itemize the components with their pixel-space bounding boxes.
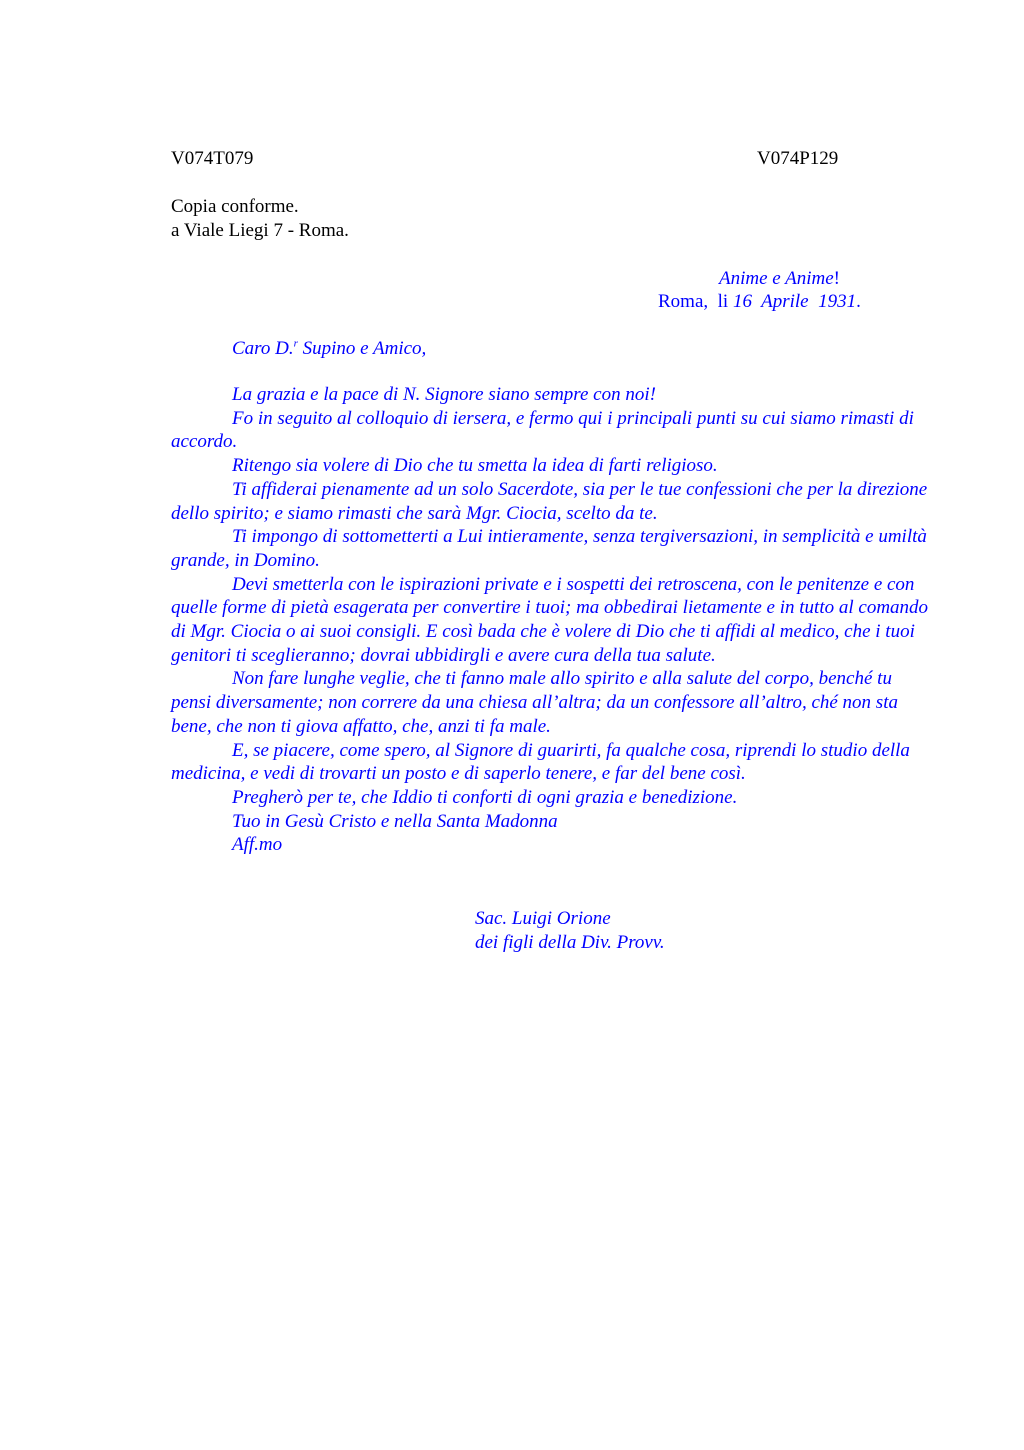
archive-code-left: V074T079 [171, 148, 254, 169]
archive-code-right: V074P129 [757, 148, 839, 169]
salutation [232, 337, 426, 361]
date-punct: . [856, 291, 861, 312]
date-line [658, 290, 861, 314]
date-value: 16 Aprile 1931 [732, 291, 857, 312]
letter-paragraph: Ti affiderai pienamente ad un solo Sacerdote, sia per le tue confessioni che per la direzione dello spirito; e siamo rimasti che sarà Mgr. Ciocia, scelto da te. [171, 478, 928, 524]
signature-title: dei figli della Div. Provv. [475, 931, 665, 953]
letter-paragraph: La grazia e la pace di N. Signore siano sempre con noi! [232, 384, 656, 405]
date-place: Roma, li [658, 291, 733, 312]
motto-line [719, 267, 840, 291]
letter-paragraph: Ritengo sia volere di Dio che tu smetta la idea di farti religioso. [232, 455, 718, 477]
letter-paragraph: Ti impongo di sottometterti a Lui intieramente, senza tergiversazioni, in semplicità e umiltà grande, in Domino. [171, 526, 927, 571]
signature-name: Sac. Luigi Orione [475, 908, 611, 929]
letter-body [171, 383, 931, 857]
letter-paragraph: Non fare lunghe veglie, che ti fanno male allo spirito e alla salute del corpo, benché tu pensi diversamente; non correre da una chiesa all’altra; da un confessore all’altro, ché non sta bene, che non ti giova affatto, che, anzi ti fa male. [171, 668, 898, 737]
letter-paragraph: E, se piacere, come spero, al Signore di guarirti, fa qualche cosa, riprendi lo studio della medicina, e vedi di trovarti un posto e di saperlo tenere, e far del bene così. [171, 739, 910, 785]
salutation-superscript: r [293, 337, 298, 350]
address-line: a Viale Liegi 7 - Roma. [171, 219, 349, 241]
copy-note-line: Copia conforme. [171, 196, 299, 217]
letter-closing: Tuo in Gesù Cristo e nella Santa Madonna [232, 810, 558, 832]
letter-paragraph: Devi smetterla con le ispirazioni private e i sospetti dei retroscena, con le penitenze e con quelle forme di pietà esagerata per convertire i tuoi; ma obbedirai lietamente e in tutto al comando di Mgr. Ciocia o ai suoi consigli. E così bada che è volere di Dio che ti affidi al medico, che i tuoi genitori ti sceglieranno; dovrai ubbidirgli e avere cura della tua salute. [171, 573, 929, 666]
letter-paragraph: Pregherò per te, che Iddio ti conforti di ogni grazia e benedizione. [232, 786, 738, 808]
salutation-suffix: Supino e Amico, [297, 338, 427, 359]
salutation-prefix: Caro D. [232, 338, 294, 359]
motto-text: Anime e Anime [719, 268, 834, 289]
letter-closing-affmo: Aff.mo [232, 834, 283, 856]
letter-paragraph: Fo in seguito al colloquio di iersera, e fermo qui i principali punti su cui siamo rimasti di accordo. [171, 407, 914, 453]
signature-block [475, 907, 665, 954]
copy-note [171, 195, 931, 242]
motto-punct: ! [833, 268, 840, 289]
